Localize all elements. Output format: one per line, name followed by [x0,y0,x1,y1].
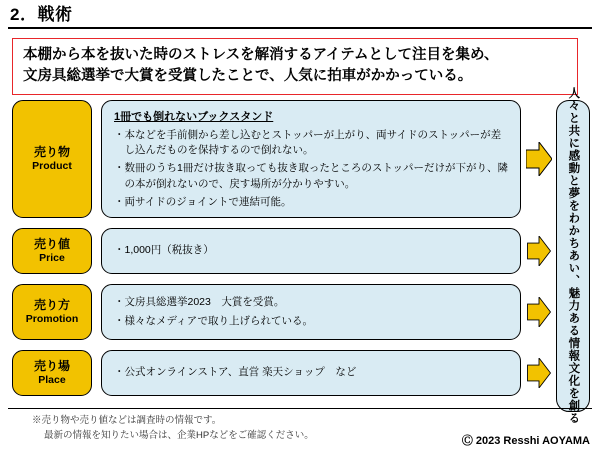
product-bullet-1 [114,128,510,158]
label-chip-place-jp: 売り場 [33,358,70,373]
arrow-place [526,350,552,396]
product-subhead: 1冊でも倒れないブックスタンド [114,111,274,123]
label-chip-product-en: Product [32,159,72,172]
arrow-price [526,228,552,274]
promotion-bullet-1 [114,295,510,310]
place-bullet-1-text: 公式オンラインストア、直営 楽天ショップ など [124,366,357,379]
bullet-dot-icon: ・ [114,296,125,309]
strategy-rows [12,100,552,406]
product-bullet-3 [114,195,510,210]
label-chip-price-jp: 売り値 [33,236,70,251]
label-chip-price [12,228,92,274]
bullet-dot-icon: ・ [114,162,125,175]
right-arrow-icon [526,236,552,266]
headline-line-1: 本棚から本を抜いた時のストレスを解消するアイテムとして注目を集め、 [23,47,499,63]
right-arrow-icon [526,142,552,176]
title-divider [8,27,592,29]
page-title-block [8,6,592,29]
bullet-dot-icon: ・ [114,195,125,208]
product-bullet-1-text: 本などを手前側から差し込むとストッパーが上がり、両サイドのストッパーが差し込んだものを保持するので倒れない。 [124,129,502,157]
right-arrow-icon [526,358,552,388]
promotion-bullet-2 [114,314,510,329]
label-chip-place-en: Place [38,373,66,386]
headline-line-2: 文房具総選挙で大賞を受賞したことで、人気に拍車がかかっている。 [23,68,473,85]
place-bullet-1 [114,365,356,380]
arrow-promotion [526,284,552,340]
label-chip-promotion-jp: 売り方 [33,297,70,312]
label-chip-price-en: Price [39,251,65,264]
copyright: Ⓒ 2023 Resshi AOYAMA [461,435,590,447]
row-product [12,100,552,218]
row-promotion [12,284,552,340]
price-bullet-1-text: 1,000円（税抜き） [124,244,214,257]
row-price [12,228,552,274]
product-bullet-2-text: 数冊のうち1冊だけ抜き取っても抜き取ったところのストッパーだけが下がり、隣の本が倒れないので、戻す場所が分かりやすい。 [124,162,509,190]
bullet-dot-icon: ・ [114,244,125,257]
page-title: 2．戦術 [10,5,73,24]
label-chip-place [12,350,92,396]
content-promotion [101,284,521,340]
arrow-product [526,100,552,218]
promotion-bullet-1-text: 文房具総選挙2023 大賞を受賞。 [124,296,285,309]
footnote [32,414,314,443]
promotion-bullet-2-text: 様々なメディアで取り上げられている。 [124,314,313,327]
label-chip-product [12,100,92,218]
label-chip-promotion [12,284,92,340]
product-bullet-2 [114,161,510,191]
row-place [12,350,552,396]
content-place [101,350,521,396]
vision-banner-text: 人々と共に感動と夢をわかちあい、魅力ある情報文化を創る [567,87,580,425]
bullet-dot-icon: ・ [114,314,125,327]
footnote-line-2: 最新の情報を知りたい場合は、企業HPなどをご確認ください。 [44,429,314,441]
bottom-divider [8,408,592,409]
vision-banner [556,87,590,425]
headline-box [12,38,578,95]
label-chip-product-jp: 売り物 [33,144,70,159]
bullet-dot-icon: ・ [114,366,125,379]
content-product [101,100,521,218]
footnote-line-1: ※売り物や売り値などは調査時の情報です。 [32,415,222,426]
right-arrow-icon [526,297,552,327]
bullet-dot-icon: ・ [114,129,125,141]
product-bullet-3-text: 両サイドのジョイントで連結可能。 [124,195,292,208]
content-price [101,228,521,274]
price-bullet-1 [114,243,214,258]
label-chip-promotion-en: Promotion [25,312,79,325]
